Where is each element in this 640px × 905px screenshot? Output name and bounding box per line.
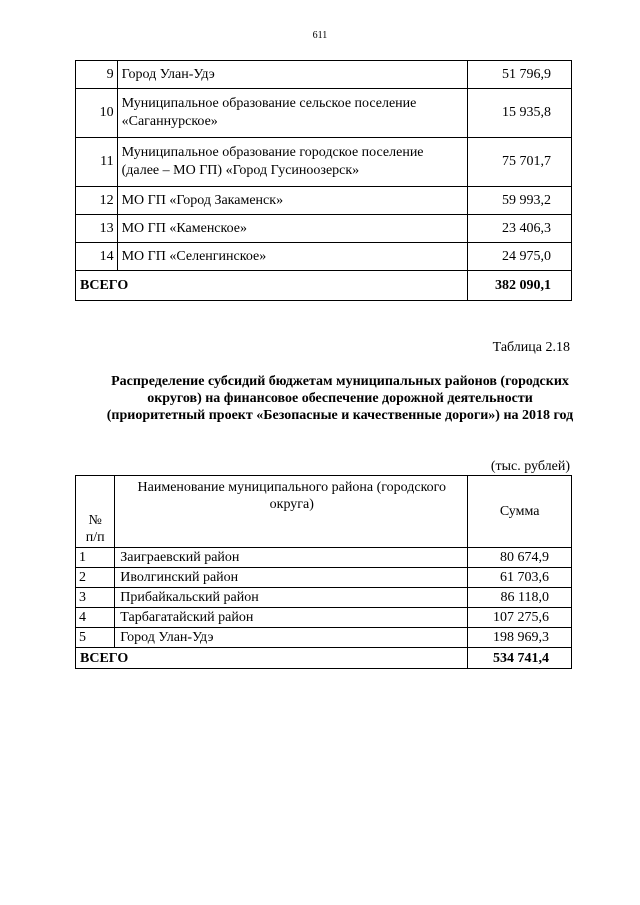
header-number-line1: № — [88, 513, 102, 528]
district-name: Тарбагатайский район — [115, 608, 468, 628]
table-row — [76, 628, 572, 648]
table-title: Распределение субсидий бюджетам муниципальных районов (городских округов) на финансовое обеспечение дорожной деятельности (приоритетный проект «Безопасные и качественные дороги») на 2018 год — [106, 374, 574, 423]
district-name: Иволгинский район — [115, 568, 468, 588]
table-row — [76, 89, 572, 138]
row-number: 10 — [76, 89, 118, 138]
row-number: 5 — [76, 628, 115, 648]
district-name: Прибайкальский район — [115, 588, 468, 608]
row-number: 13 — [76, 215, 118, 243]
table-row — [76, 548, 572, 568]
row-number: 14 — [76, 243, 118, 271]
row-number: 4 — [76, 608, 115, 628]
header-name-text: Наименование муниципального района (городского округа) — [137, 480, 447, 512]
row-number: 11 — [76, 138, 118, 187]
row-sum: 24 975,0 — [467, 243, 571, 271]
district-name: Город Улан-Удэ — [115, 628, 468, 648]
total-row — [76, 648, 572, 669]
table-row — [76, 588, 572, 608]
table-row — [76, 187, 572, 215]
row-number: 1 — [76, 548, 115, 568]
table-row — [76, 61, 572, 89]
subsidy-distribution-table — [75, 475, 572, 669]
municipality-name: Город Улан-Удэ — [117, 61, 467, 89]
municipality-name: Муниципальное образование сельское поселение «Саганнурское» — [117, 89, 467, 138]
row-sum: 59 993,2 — [467, 187, 571, 215]
row-number: 12 — [76, 187, 118, 215]
row-sum: 61 703,6 — [468, 568, 572, 588]
row-sum: 198 969,3 — [468, 628, 572, 648]
table-row — [76, 568, 572, 588]
municipality-name: Муниципальное образование городское поселение (далее – МО ГП) «Город Гусиноозерск» — [117, 138, 467, 187]
municipality-name: МО ГП «Каменское» — [117, 215, 467, 243]
table-row — [76, 608, 572, 628]
row-sum: 80 674,9 — [468, 548, 572, 568]
district-name: Заиграевский район — [115, 548, 468, 568]
row-sum: 86 118,0 — [468, 588, 572, 608]
row-number: 2 — [76, 568, 115, 588]
table-row — [76, 138, 572, 187]
header-number-line2: п/п — [85, 530, 105, 545]
table-row — [76, 215, 572, 243]
total-sum: 534 741,4 — [468, 648, 572, 669]
row-number: 9 — [76, 61, 118, 89]
municipality-name: МО ГП «Город Закаменск» — [117, 187, 467, 215]
header-row — [76, 476, 572, 548]
row-sum: 23 406,3 — [467, 215, 571, 243]
row-number: 3 — [76, 588, 115, 608]
units-label: (тыс. рублей) — [490, 459, 570, 474]
header-name — [115, 476, 468, 548]
municipality-name: МО ГП «Селенгинское» — [117, 243, 467, 271]
table-caption: Таблица 2.18 — [492, 340, 570, 355]
table-row — [76, 243, 572, 271]
total-sum: 382 090,1 — [467, 271, 571, 301]
row-sum: 107 275,6 — [468, 608, 572, 628]
subsidy-table-continued — [75, 60, 572, 301]
header-sum: Сумма — [468, 476, 572, 548]
total-row — [76, 271, 572, 301]
row-sum: 51 796,9 — [467, 61, 571, 89]
header-number — [76, 476, 115, 548]
total-label: ВСЕГО — [76, 271, 468, 301]
row-sum: 15 935,8 — [467, 89, 571, 138]
row-sum: 75 701,7 — [467, 138, 571, 187]
total-label: ВСЕГО — [76, 648, 468, 669]
page-number: 611 — [312, 30, 328, 41]
